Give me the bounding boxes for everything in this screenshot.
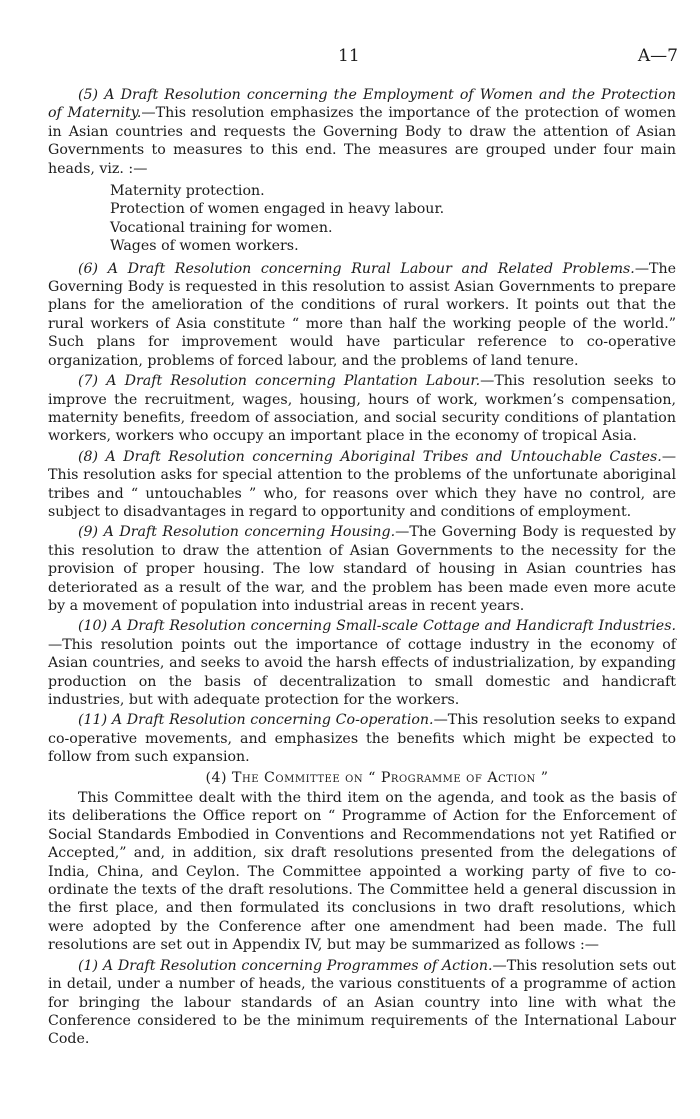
resolution-text: —This resolution sets out in detail, under a number of heads, the various constituents of a programme of action for bringing the labour standards of an Asian country into line with what the Conference considered to be the minimum requirements of the International Labour Code. bbox=[48, 957, 676, 1048]
list-item: Wages of women workers. bbox=[110, 238, 299, 255]
paragraph-resolution-6 bbox=[48, 260, 676, 370]
resolution-text: —This resolution points out the importance of cottage industry in the economy of Asian countries, and seeks to avoid the harsh effects of industrialization, by expanding production on the basis of decentralization to small domestic and handicraft industries, but with adequate protection for the workers. bbox=[48, 636, 676, 708]
resolution-title: (6) A Draft Resolution concerning Rural Labour and Related Problems. bbox=[78, 260, 635, 277]
page-number: 11 bbox=[338, 46, 360, 66]
list-item: Protection of women engaged in heavy labour. bbox=[110, 201, 445, 218]
document-body bbox=[48, 86, 676, 1051]
paragraph-resolution-8 bbox=[48, 448, 676, 522]
paragraph-resolution-7 bbox=[48, 372, 676, 446]
resolution-title: (8) A Draft Resolution concerning Aboriginal Tribes and Untouchable Castes. bbox=[78, 448, 662, 465]
resolution-text: —This resolution emphasizes the importance of the protection of women in Asian countries and requests the Governing Body to draw the attention of Asian Governments to measures to this end. The measures are grouped under four main heads, viz. :— bbox=[48, 105, 676, 177]
resolution-text: —This resolution seeks to improve the recruitment, wages, housing, hours of work, workmen’s compensation, maternity benefits, freedom of association, and social security conditions of plantation workers, workers who occupy an important place in the economy of tropical Asia. bbox=[48, 373, 676, 445]
resolution-text: —The Governing Body is requested by this resolution to draw the attention of Asian Governments to the necessity for the provision of proper housing. The low standard of housing in Asian countries has deteriorated as a result of the war, and the problem has been made even more acute by a movement of population into industrial areas in recent years. bbox=[48, 524, 676, 614]
paragraph-resolution-5 bbox=[48, 86, 676, 178]
resolution-text: —This resolution seeks to expand co-operative movements, and emphasizes the benefits which might be expected to follow from such expansion. bbox=[48, 712, 676, 766]
maternity-measures-list bbox=[110, 182, 676, 256]
list-item: Vocational training for women. bbox=[110, 219, 333, 236]
section-heading: (4) The Committee on “ Programme of Action ” bbox=[205, 769, 549, 786]
paragraph-resolution-11 bbox=[48, 711, 676, 766]
resolution-title: (9) A Draft Resolution concerning Housing. bbox=[78, 524, 396, 541]
paragraph-resolution-10 bbox=[48, 617, 676, 709]
resolution-text: —This resolution asks for special attention to the problems of the unfortunate aboriginal tribes and “ untouchables ” who, for reasons over which they have no control, are subject to disadvantages in regard to opportunity and conditions of employment. bbox=[48, 448, 676, 520]
page-header bbox=[0, 46, 700, 70]
page-reference: A—7 bbox=[637, 46, 678, 66]
resolution-title: (5) A Draft Resolution concerning the Employment of Women and the Protection of Maternity. bbox=[48, 87, 676, 122]
resolution-title: (7) A Draft Resolution concerning Plantation Labour. bbox=[78, 373, 481, 390]
list-item: Maternity protection. bbox=[110, 183, 265, 200]
paragraph-programmes-of-action bbox=[48, 957, 676, 1049]
resolution-title: (1) A Draft Resolution concerning Programmes of Action. bbox=[78, 957, 493, 974]
resolution-title: (10) A Draft Resolution concerning Small-scale Cottage and Handicraft Industries. bbox=[78, 618, 676, 635]
section-intro: This Committee dealt with the third item on the agenda, and took as the basis of its deliberations the Office report on “ Programme of Action for the Enforcement of Social Standards Embodied in Conventions and Recommendations not yet Ratified or Accepted,” and, in addition, six draft resolutions presented from the delegations of India, China, and Ceylon. The Committee appointed a working party of five to co-ordinate the texts of the draft resolutions. The Committee held a general discussion in the first place, and then formulated its conclusions in two draft resolutions, which were adopted by the Conference after one amendment had been made. The full resolutions are set out in Appendix IV, but may be summarized as follows :— bbox=[48, 790, 676, 954]
resolution-text: —The Governing Body is requested in this resolution to assist Asian Governments to prepare plans for the amelioration of the conditions of rural workers. It points out that the rural workers of Asia constitute “ more than half the working people of the world.” Such plans for improvement would have particular reference to co-operative organization, problems of forced labour, and the problems of land tenure. bbox=[48, 260, 676, 369]
resolution-title: (11) A Draft Resolution concerning Co-operation. bbox=[78, 712, 434, 729]
paragraph-resolution-9 bbox=[48, 523, 676, 615]
